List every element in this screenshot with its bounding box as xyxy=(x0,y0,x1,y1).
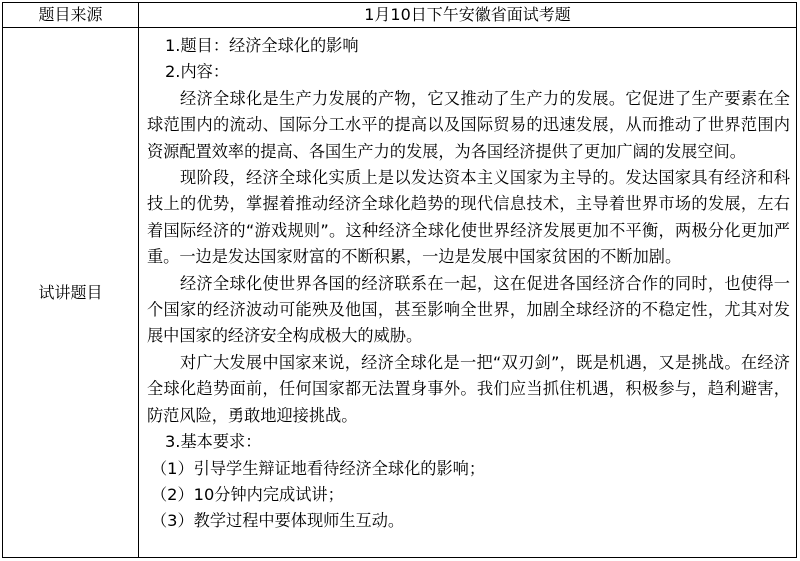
requirements-heading: 3.基本要求： xyxy=(165,432,262,452)
content-paragraph: 对广大发展中国家来说，经济全球化是一把“双刃剑”，既是机遇，又是挑战。在经济全球化趋势面前，任何国家都无法置身事外。我们应当抓住机遇，积极参与，趋利避害，防范风险，勇敢地迎接挑战。 xyxy=(147,352,790,425)
source-value: 1月10日下午安徽省面试考题 xyxy=(139,3,797,28)
requirement-item: （3）教学过程中要体现师生互动。 xyxy=(151,511,405,531)
topic-content xyxy=(139,28,797,558)
content-paragraph: 经济全球化是生产力发展的产物，它又推动了生产力的发展。它促进了生产要素在全球范围内的流动、国际分工水平的提高以及国际贸易的迅速发展，从而推动了世界范围内资源配置效率的提高、各国生产力的发展，为各国经济提供了更加广阔的发展空间。 xyxy=(147,88,790,161)
content-paragraph: 经济全球化使世界各国的经济联系在一起，这在促进各国经济合作的同时，也使得一个国家的经济波动可能殃及他国，甚至影响全世界，加剧全球经济的不稳定性，尤其对发展中国家的经济安全构成极大的威胁。 xyxy=(147,273,790,346)
content-paragraph: 现阶段，经济全球化实质上是以发达资本主义国家为主导的。发达国家具有经济和科技上的优势，掌握着推动经济全球化趋势的现代信息技术，主导着世界市场的发展，左右着国际经济的“游戏规则”。这种经济全球化使世界经济发展更加不平衡，两极分化更加严重。一边是发达国家财富的不断积累，一边是发展中国家贫困的不断加剧。 xyxy=(147,168,790,267)
source-row xyxy=(3,3,797,28)
content-heading: 2.内容： xyxy=(165,62,230,82)
source-label: 题目来源 xyxy=(3,3,139,28)
topic-title-line: 1.题目：经济全球化的影响 xyxy=(165,36,359,55)
exam-table xyxy=(2,2,797,558)
requirement-item: （1）引导学生辩证地看待经济全球化的影响； xyxy=(151,458,486,478)
topic-label: 试讲题目 xyxy=(3,28,139,558)
topic-row xyxy=(3,28,797,558)
requirement-item: （2）10分钟内完成试讲； xyxy=(151,484,344,504)
